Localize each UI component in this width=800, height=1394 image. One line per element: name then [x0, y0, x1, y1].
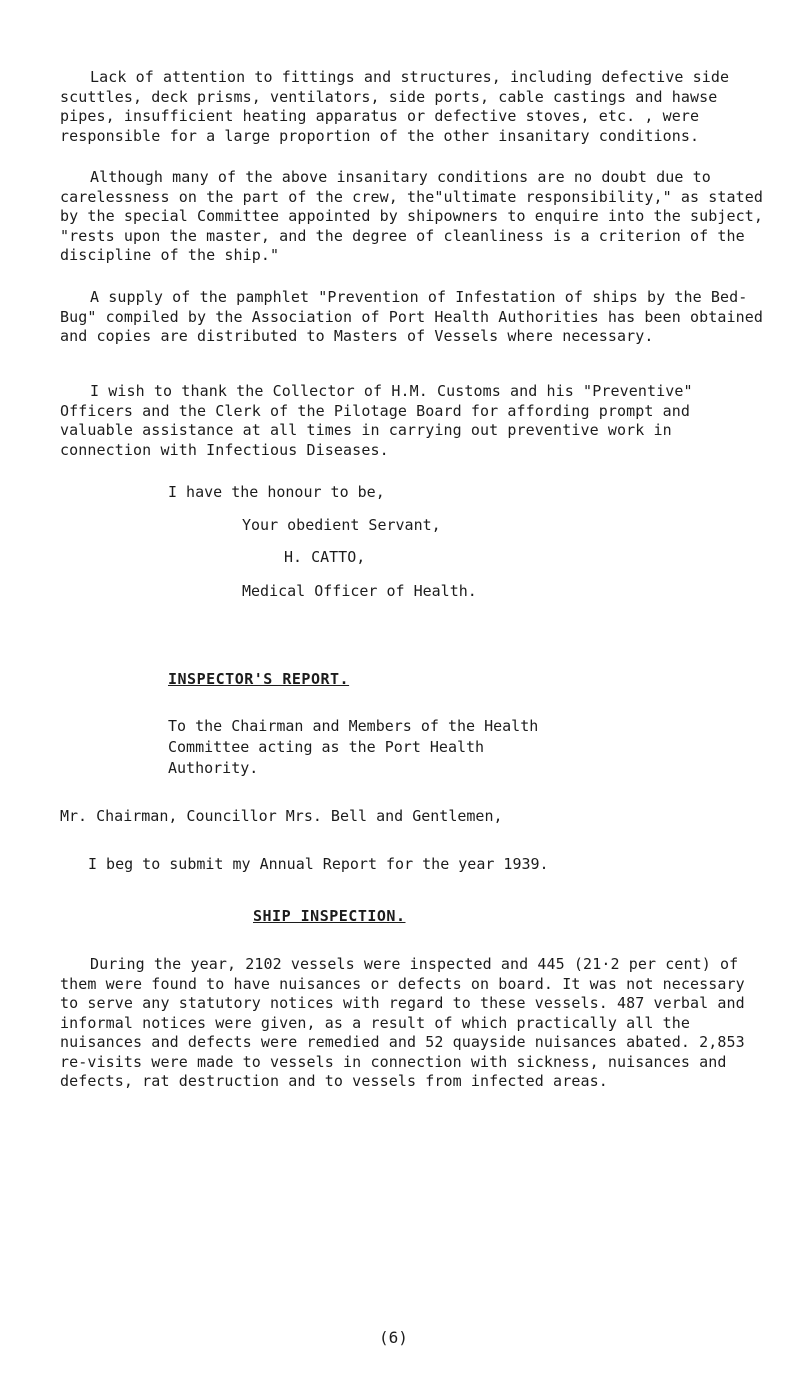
- paragraph-ship-inspection: During the year, 2102 vessels were inspected and 445 (21·2 per cent) of them were found to have nuisances or defects on board. It was not necessary to serve any statutory notices with regard to these vessels. 487 verbal and informal notices were given, as a result of which practically all the nuisances and defects were remedied and 52 quayside nuisances abated. 2,853 re-visits were made to vessels in connection with sickness, nuisances and defects, rat destruction and to vessels from infected areas.: [60, 955, 745, 1090]
- report-intro: I beg to submit my Annual Report for the year 1939.: [88, 855, 549, 873]
- salutation: Mr. Chairman, Councillor Mrs. Bell and Gentlemen,: [60, 807, 503, 825]
- paragraph-thanks: I wish to thank the Collector of H.M. Customs and his "Preventive" Officers and the Clerk of the Pilotage Board for affording prompt and valuable assistance at all times in carrying out preventive work in connection with Infectious Diseases.: [60, 382, 693, 459]
- signatory-name: H. CATTO,: [284, 548, 366, 566]
- paragraph-pamphlet: A supply of the pamphlet "Prevention of Infestation of ships by the Bed-Bug" compiled by the Association of Port Health Authorities has been obtained and copies are distributed to Masters of Vessels where necessary.: [60, 288, 764, 345]
- ship-inspection-heading: SHIP INSPECTION.: [253, 907, 406, 925]
- inspector-report-heading: INSPECTOR'S REPORT.: [168, 670, 350, 688]
- paragraph-fittings: Lack of attention to fittings and structures, including defective side scuttles, deck prisms, ventilators, side ports, cable castings and hawse pipes, insufficient heating apparatus or defective stoves, etc. , were responsible for a large proportion of the other insanitary conditions.: [60, 68, 730, 145]
- addressee-line-2: Committee acting as the Port Health: [168, 738, 485, 756]
- signatory-title: Medical Officer of Health.: [242, 582, 477, 600]
- paragraph-responsibility: Although many of the above insanitary conditions are no doubt due to carelessness on the part of the crew, the"ultimate responsibility," as stated by the special Committee appointed by shipowners to enquire into the subject, "rests upon the master, and the degree of cleanliness is a criterion of the discipline of the ship.": [60, 168, 764, 264]
- addressee-line-3: Authority.: [168, 759, 259, 777]
- closing-servant: Your obedient Servant,: [242, 516, 441, 534]
- page-number: (6): [379, 1328, 408, 1347]
- addressee-line-1: To the Chairman and Members of the Health: [168, 717, 539, 735]
- closing-honour: I have the honour to be,: [168, 483, 385, 501]
